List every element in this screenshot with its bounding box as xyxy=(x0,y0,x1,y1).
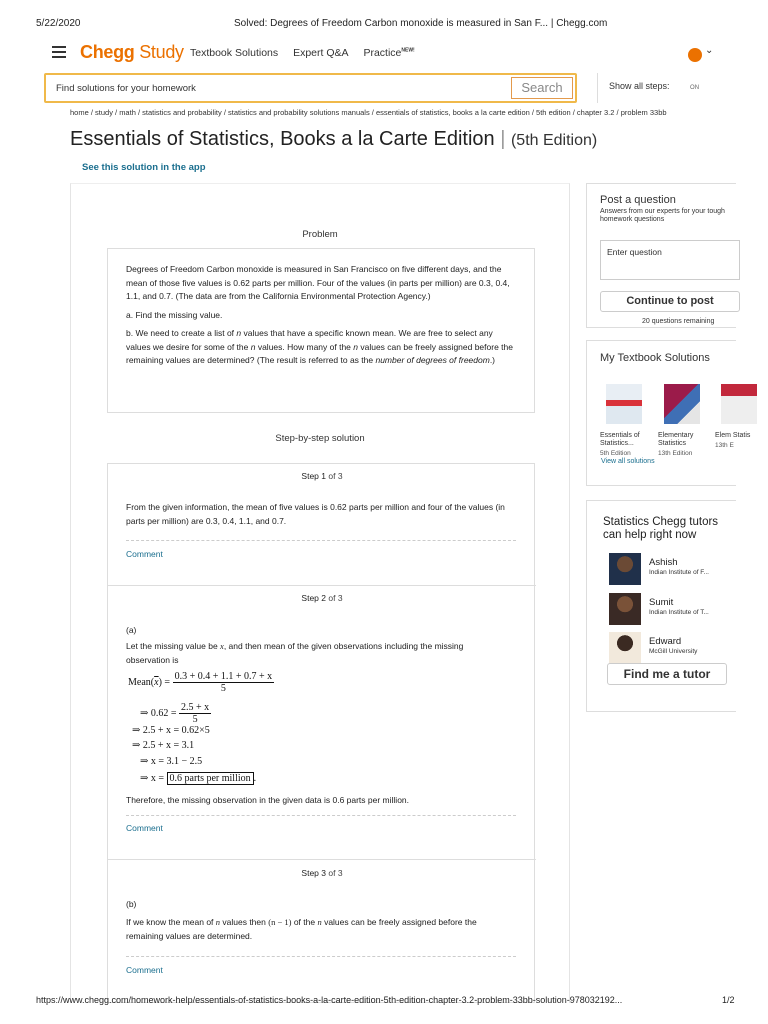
breadcrumb[interactable]: home / study / math / statistics and probability / statistics and probability solutions manuals / essentials of statistics, books a la carte edition / 5th edition / chapter 3.2 / problem 33bb xyxy=(70,108,667,117)
dash-divider xyxy=(126,815,516,816)
problem-part-a: a. Find the missing value. xyxy=(126,309,223,320)
step-1-of: of 3 xyxy=(328,471,343,481)
step-2-of: of 3 xyxy=(328,593,343,603)
problem-label: Problem xyxy=(302,229,338,240)
eq1-fraction xyxy=(173,671,275,694)
eq1-denominator: 5 xyxy=(220,683,226,694)
step-2-part: (a) xyxy=(126,625,137,635)
textbook-title: Elementary Statistics xyxy=(658,432,694,447)
see-in-app-link[interactable]: See this solution in the app xyxy=(82,162,206,173)
post-question-body xyxy=(600,194,734,334)
tutor-photo xyxy=(609,553,641,585)
find-tutor-button[interactable]: Find me a tutor xyxy=(607,663,727,685)
textbook-item[interactable] xyxy=(715,384,765,450)
chevron-down-icon[interactable]: ⌄ xyxy=(705,45,714,56)
tutor-institution: Indian Institute of F... xyxy=(649,569,709,576)
eq1-numerator: 0.3 + 0.4 + 1.1 + 0.7 + x xyxy=(174,671,273,682)
eq6-answer-box: 0.6 parts per million xyxy=(167,772,254,785)
step-2-text-1: Let the missing value be xyxy=(126,641,221,651)
step-2-text xyxy=(126,639,506,667)
problem-var-n: n xyxy=(236,328,242,338)
problem-part-b-text-1: b. We need to create a list of xyxy=(126,328,237,338)
problem-term: number of degrees of freedom xyxy=(375,355,490,365)
tutor-name: Edward xyxy=(649,636,682,647)
textbook-title: Essentials of Statistics... xyxy=(600,432,640,447)
post-question-title: Post a question xyxy=(600,194,676,206)
problem-part-b-text-2: values that have a specific known mean. We are free to select any values we desire for some of the xyxy=(126,328,493,352)
continue-to-post-button[interactable]: Continue to post xyxy=(600,291,740,312)
nav-practice[interactable] xyxy=(363,47,414,59)
eq6-lhs: ⇒ x = xyxy=(140,773,165,784)
post-question-subtitle: Answers from our experts for your tough homework questions xyxy=(600,208,725,223)
comment-link[interactable]: Comment xyxy=(126,823,163,833)
step-3-of: of 3 xyxy=(328,868,343,878)
dash-divider xyxy=(126,540,516,541)
tutor-item[interactable] xyxy=(609,593,749,627)
tutor-item[interactable] xyxy=(609,632,749,666)
comment-link[interactable]: Comment xyxy=(126,549,163,559)
problem-var-n: n xyxy=(353,341,358,352)
view-all-solutions-link[interactable]: View all solutions xyxy=(601,458,655,465)
tutors-panel xyxy=(586,500,736,712)
new-badge: NEW! xyxy=(401,47,415,54)
solution-label: Step-by-step solution xyxy=(275,433,365,444)
book-cover xyxy=(664,384,700,424)
eq1-xbar: $\overline{x}$ xyxy=(154,676,159,688)
comment-link[interactable]: Comment xyxy=(126,965,163,975)
book-cover xyxy=(721,384,757,424)
eq2-numerator: 2.5 + x xyxy=(181,702,210,713)
problem-part-b-text-4: values can be freely assigned before the remaining values are determined? (The result is referred to as the xyxy=(126,341,513,365)
post-question-panel xyxy=(586,183,736,328)
step-1-header xyxy=(108,471,536,481)
problem-box xyxy=(107,248,535,413)
problem-text: Degrees of Freedom Carbon monoxide is measured in San Francisco on five different days, and the mean of those five values is 0.62 parts per million. Four of the values (in parts per million) are 0.3, 0.4, 1.1, and 0.7. (The data are from the California Environmental Protection Agency.) xyxy=(126,264,510,301)
top-nav xyxy=(0,40,768,70)
chegg-study-logo[interactable] xyxy=(80,42,184,63)
page-title: Essentials of Statistics, Books a la Carte Edition | (5th Edition) xyxy=(70,128,598,150)
step-separator xyxy=(108,585,536,586)
tutor-name: Ashish xyxy=(649,557,678,568)
tutor-name: Sumit xyxy=(649,597,674,608)
print-url: https://www.chegg.com/homework-help/essentials-of-statistics-books-a-la-carte-edition-5th-edition-chapter-3.2-problem-33bb-solution-978032192... xyxy=(36,995,623,1005)
nav-textbook-solutions[interactable]: Textbook Solutions xyxy=(190,47,279,59)
question-input[interactable]: Enter question xyxy=(600,240,740,280)
tutor-institution: Indian Institute of T... xyxy=(649,609,709,616)
step-3-var-n: n xyxy=(215,917,221,927)
menu-icon[interactable] xyxy=(52,46,66,61)
textbook-title: Elem Statis xyxy=(715,432,751,439)
problem-part-b xyxy=(126,327,516,368)
step-3-part: (b) xyxy=(126,899,137,909)
show-all-steps-toggle[interactable]: ON xyxy=(690,85,700,91)
step-2-header xyxy=(108,593,536,603)
textbook-item[interactable] xyxy=(600,384,650,458)
tutor-institution: McGill University xyxy=(649,648,698,655)
tutors-title: Statistics Chegg tutors can help right now xyxy=(603,516,719,541)
logo-study: Study xyxy=(139,42,184,62)
book-title: Essentials of Statistics, Books a la Carte Edition xyxy=(70,128,495,150)
equation-4: ⇒ 2.5 + x = 3.1 xyxy=(132,740,195,751)
step-separator xyxy=(108,859,536,860)
textbook-edition: 5th Edition xyxy=(600,450,631,457)
show-all-steps[interactable] xyxy=(609,81,699,91)
textbook-edition: 13th Edition xyxy=(658,450,693,457)
step-3-text xyxy=(126,915,506,943)
eq2-fraction xyxy=(179,702,211,725)
equation-3: ⇒ 2.5 + x = 0.62×5 xyxy=(132,725,210,736)
search-input[interactable]: Find solutions for your homework xyxy=(56,83,196,94)
eq2-denominator: 5 xyxy=(192,714,198,725)
nav-practice-label: Practice xyxy=(363,47,402,59)
print-page-number: 1/2 xyxy=(722,995,735,1005)
book-cover xyxy=(606,384,642,424)
step-3-text-1: If we know the mean of xyxy=(126,917,216,927)
problem-part-b-text-3: values. How many of the xyxy=(255,341,354,352)
book-edition: (5th Edition) xyxy=(510,132,598,149)
nav-expert-qa[interactable]: Expert Q&A xyxy=(293,47,349,59)
textbook-item[interactable] xyxy=(658,384,708,458)
user-avatar[interactable] xyxy=(688,48,702,62)
step-2-title: Step 2 xyxy=(301,593,326,603)
questions-remaining: 20 questions remaining xyxy=(642,318,715,325)
print-title: Solved: Degrees of Freedom Carbon monoxide is measured in San F... | Chegg.com xyxy=(234,18,608,29)
search-bar xyxy=(44,73,577,103)
step-3-title: Step 3 xyxy=(301,868,326,878)
step-2-var-x: x xyxy=(220,641,224,651)
tutor-photo xyxy=(609,593,641,625)
divider xyxy=(597,73,598,103)
textbook-edition: 13th E xyxy=(715,442,734,449)
nav-links xyxy=(190,47,427,59)
step-3-var-n: n xyxy=(317,917,322,927)
search-button[interactable]: Search xyxy=(511,77,573,99)
equation-1: $Mean(\overline{x})$ = $\frac{0.3 + 0.4 + 1.1 + 0.7 + x}{5}$ xyxy=(128,671,273,694)
textbook-solutions-title: My Textbook Solutions xyxy=(600,352,710,364)
problem-part-b-text-5: .) xyxy=(489,355,496,365)
tutor-photo xyxy=(609,632,641,664)
steps-box xyxy=(107,463,535,1003)
step-3-expr: (n − 1) xyxy=(268,917,292,927)
equation-2 xyxy=(140,702,211,725)
step-2-conclusion: Therefore, the missing observation in the given data is 0.6 parts per million. xyxy=(126,795,410,805)
step-3-text-2: values then xyxy=(220,917,269,927)
print-date: 5/22/2020 xyxy=(36,18,81,29)
dash-divider xyxy=(126,956,516,957)
eq1-lhs: Mean xyxy=(128,676,151,688)
problem-var-n: n xyxy=(250,341,256,352)
step-3-header xyxy=(108,868,536,878)
equation-6: ⇒ x = 0.6 parts per million . xyxy=(140,773,257,784)
step-3-text-4: values can be freely assigned before the remaining values are determined. xyxy=(126,917,477,941)
step-3-text-3: of the xyxy=(291,917,318,927)
step-1-title: Step 1 xyxy=(301,471,326,481)
logo-chegg: Chegg xyxy=(80,42,135,62)
equation-5: ⇒ x = 3.1 − 2.5 xyxy=(140,756,203,767)
textbook-solutions-panel xyxy=(586,340,751,486)
show-all-steps-label: Show all steps: xyxy=(609,81,670,91)
eq2-lhs: ⇒ 0.62 = xyxy=(140,707,177,719)
step-2-text-2: , and then mean of the given observations including the missing observation is xyxy=(126,641,464,665)
step-1-text: From the given information, the mean of five values is 0.62 parts per million and four of the values (in parts per million) are 0.3, 0.4, 1.1, and 0.7. xyxy=(126,502,505,526)
tutor-item[interactable] xyxy=(609,553,749,587)
